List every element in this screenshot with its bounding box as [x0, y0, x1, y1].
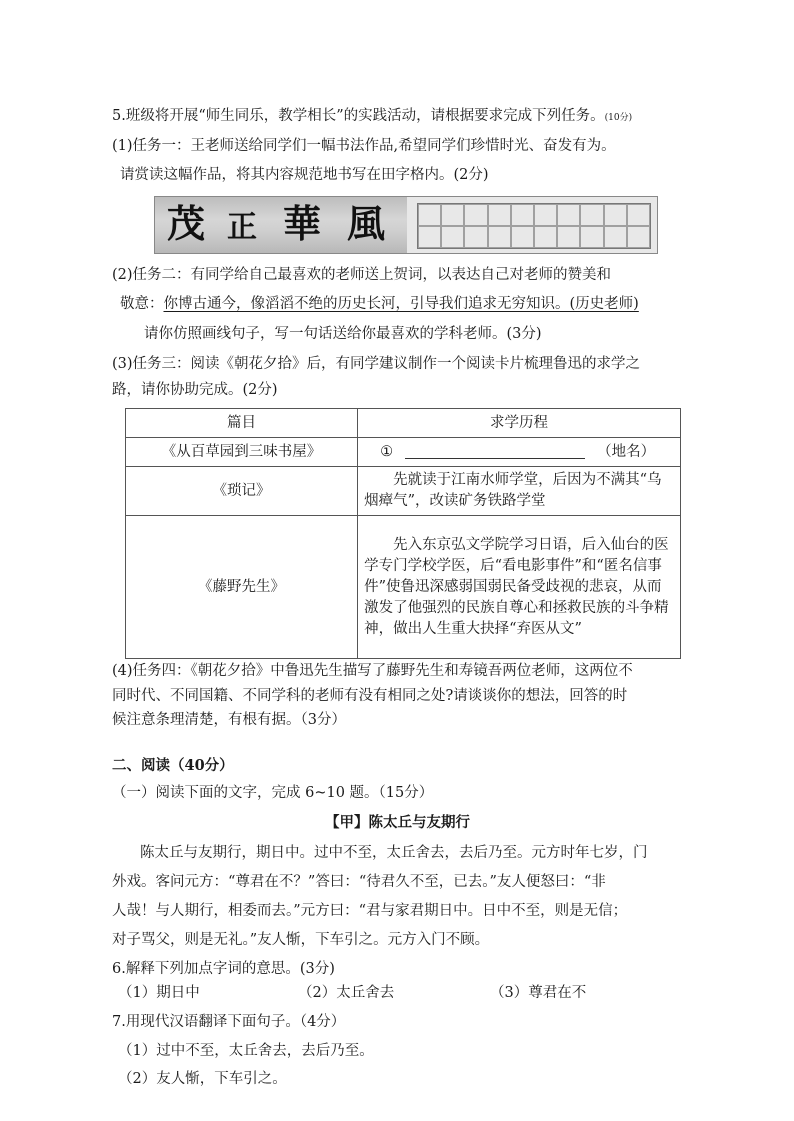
calligraphy-char-4: 風 — [347, 201, 386, 246]
q5-title: 5.班级将开展“师生同乐，教学相长”的实践活动，请根据要求完成下列任务。(10分) — [112, 108, 633, 124]
q5-task2-line3: 请你仿照画线句子，写一句话送给你最喜欢的学科老师。(3分) — [144, 326, 542, 342]
q5-task2-line1: (2)任务二：有同学给自己最喜欢的老师送上贺词，以表达自己对老师的赞美和 — [112, 267, 612, 283]
q5-task4-line3: 候注意条理清楚，有根有据。（3分） — [112, 712, 346, 728]
answer-blank[interactable] — [405, 444, 585, 459]
q6-item-2: （2）太丘舍去 — [298, 985, 395, 1001]
q5-task1-line1: (1)任务一：王老师送给同学们一幅书法作品,希望同学们珍惜时光、奋发有为。 — [112, 138, 616, 154]
q7-item-1: （1）过中不至，太丘舍去，去后乃至。 — [118, 1043, 374, 1059]
section-heading: 二、阅读（40分） — [112, 757, 234, 774]
table-row: 《琐记》 先就读于江南水师学堂，后因为不满其“乌烟瘴气”，改读矿务铁路学堂 — [126, 467, 681, 516]
q5-task3-line2: 路，请你协助完成。(2分) — [112, 382, 278, 398]
table-row: 《藤野先生》 先入东京弘文学院学习日语，后入仙台的医学专门学校学医，后“看电影事件”和“匿名信事件”使鲁迅深感弱国弱民备受歧视的悲哀，从而激发了他强烈的民族自尊心和拯救民族的斗争精神，做出人生重大抉择“弃医从文” — [126, 516, 681, 659]
q5-task4-line1: (4)任务四：《朝花夕拾》中鲁迅先生描写了藤野先生和寿镜吾两位老师，这两位不 — [112, 663, 633, 679]
passage-line-2: 外戏。客问元方：“尊君在不？”答曰：“待君久不至，已去。”友人便怒曰：“非 — [112, 874, 606, 890]
passage-title: 【甲】陈太丘与友期行 — [325, 814, 470, 831]
calligraphy-char-2: 正 — [227, 210, 257, 245]
passage-line-3: 人哉！与人期行，相委而去。”元方曰：“君与家君期日中。日中不至，则是无信； — [112, 903, 628, 919]
calligraphy-char-1: 茂 — [167, 201, 206, 246]
table-header-title: 篇目 — [126, 409, 358, 438]
section-subheading: （一）阅读下面的文字，完成 6~10 题。（15分） — [112, 785, 434, 801]
calligraphy-char-3: 華 — [283, 201, 322, 246]
table-row: 《从百草园到三味书屋》 ① （地名） — [126, 438, 681, 467]
passage-line-1: 陈太丘与友期行，期日中。过中不至，太丘舍去，去后乃至。元方时年七岁，门 — [140, 845, 648, 861]
table-header-history: 求学历程 — [358, 409, 681, 438]
q5-task1-line2: 请赏读这幅作品，将其内容规范地书写在田字格内。(2分) — [120, 167, 489, 183]
calligraphy-work — [154, 196, 658, 254]
q6-item-1: （1）期日中 — [118, 985, 200, 1001]
q5-task4-line2: 同时代、不同国籍、不同学科的老师有没有相同之处?请谈谈你的想法，回答的时 — [112, 688, 628, 704]
calligraphy-image — [155, 197, 407, 253]
tianzige-grid[interactable] — [417, 203, 651, 249]
passage-line-4: 对子骂父，则是无礼。”友人惭，下车引之。元方入门不顾。 — [112, 932, 490, 948]
q5-task2-line2: 敬意：你博古通今，像滔滔不绝的历史长河，引导我们追求无穷知识。(历史老师) — [120, 296, 639, 312]
q5-score: (10分) — [604, 113, 633, 123]
q6-title: 6.解释下列加点字词的意思。(3分) — [112, 961, 335, 977]
model-sentence: 你博古通今，像滔滔不绝的历史长河，引导我们追求无穷知识。(历史老师) — [163, 296, 639, 312]
q6-item-3: （3）尊君在不 — [490, 985, 587, 1001]
q5-task3-line1: (3)任务三：阅读《朝花夕拾》后，有同学建议制作一个阅读卡片梳理鲁迅的求学之 — [112, 356, 641, 372]
q7-item-2: （2）友人惭，下车引之。 — [118, 1071, 287, 1087]
q7-title: 7.用现代汉语翻译下面句子。（4分） — [112, 1014, 346, 1030]
reading-card-table — [125, 408, 681, 659]
